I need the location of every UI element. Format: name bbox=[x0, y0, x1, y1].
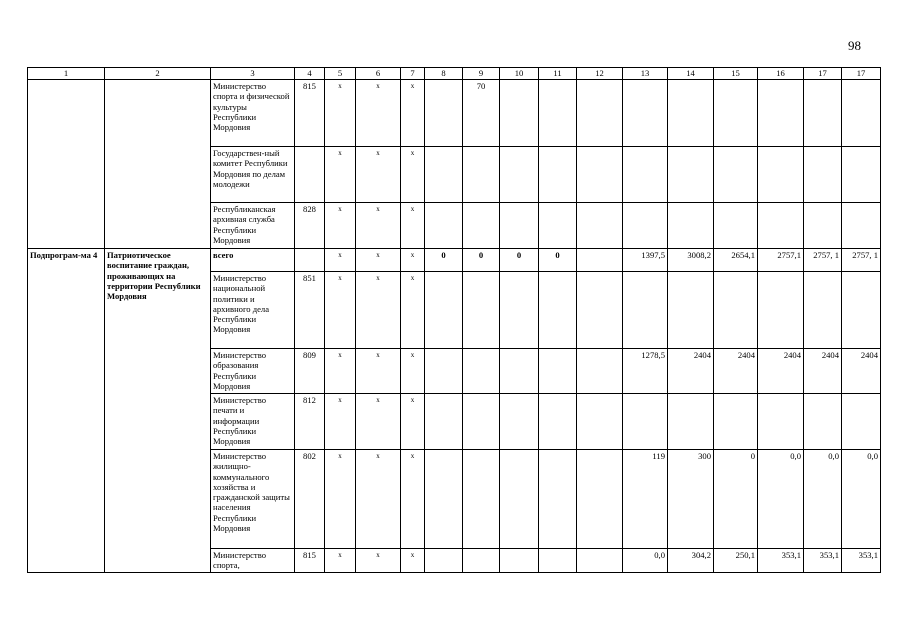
col-header: 6 bbox=[356, 68, 401, 80]
col-header: 16 bbox=[758, 68, 804, 80]
table-row-total bbox=[28, 249, 881, 272]
value-cell bbox=[623, 394, 668, 450]
org-cell: Министерство национальной политики и архивного дела Республики Мордовия bbox=[211, 272, 295, 349]
col-header: 14 bbox=[668, 68, 714, 80]
value-cell: 0 bbox=[500, 249, 539, 272]
x-cell: x bbox=[356, 80, 401, 147]
x-cell: x bbox=[401, 272, 425, 349]
header-row bbox=[28, 68, 881, 80]
value-cell bbox=[623, 272, 668, 349]
value-cell: 2757,1 bbox=[758, 249, 804, 272]
col-header: 13 bbox=[623, 68, 668, 80]
value-cell: 353,1 bbox=[758, 549, 804, 573]
value-cell: 0,0 bbox=[804, 450, 842, 549]
x-cell: x bbox=[325, 349, 356, 394]
org-cell: Министерство образования Республики Мордовия bbox=[211, 349, 295, 394]
value-cell: 2404 bbox=[804, 349, 842, 394]
x-cell: x bbox=[325, 394, 356, 450]
code-cell: 815 bbox=[295, 80, 325, 147]
col-header: 17 bbox=[842, 68, 881, 80]
value-cell bbox=[668, 272, 714, 349]
code-cell: 851 bbox=[295, 272, 325, 349]
org-cell: Министерство спорта, bbox=[211, 549, 295, 573]
value-cell: 0 bbox=[425, 249, 463, 272]
col-header: 2 bbox=[105, 68, 211, 80]
value-cell: 119 bbox=[623, 450, 668, 549]
x-cell: x bbox=[401, 549, 425, 573]
org-cell: всего bbox=[211, 249, 295, 272]
col-header: 4 bbox=[295, 68, 325, 80]
empty-cell bbox=[105, 80, 211, 249]
x-cell: x bbox=[325, 450, 356, 549]
value-cell: 0,0 bbox=[842, 450, 881, 549]
value-cell bbox=[714, 394, 758, 450]
value-cell: 2404 bbox=[668, 349, 714, 394]
value-cell: 2757, 1 bbox=[804, 249, 842, 272]
value-cell bbox=[758, 272, 804, 349]
value-cell: 0 bbox=[539, 249, 577, 272]
col-header: 3 bbox=[211, 68, 295, 80]
x-cell: x bbox=[356, 147, 401, 203]
value-cell: 304,2 bbox=[668, 549, 714, 573]
x-cell: x bbox=[325, 549, 356, 573]
code-cell: 815 bbox=[295, 549, 325, 573]
x-cell: x bbox=[356, 272, 401, 349]
col-header: 15 bbox=[714, 68, 758, 80]
value-cell: 0,0 bbox=[623, 549, 668, 573]
col-header: 10 bbox=[500, 68, 539, 80]
value-cell: 300 bbox=[668, 450, 714, 549]
value-cell: 2757, 1 bbox=[842, 249, 881, 272]
x-cell: x bbox=[401, 147, 425, 203]
x-cell: x bbox=[325, 203, 356, 249]
org-cell: Государствен-ный комитет Республики Мордовия по делам молодежи bbox=[211, 147, 295, 203]
x-cell: x bbox=[401, 394, 425, 450]
value-cell bbox=[758, 394, 804, 450]
org-cell: Министерство жилищно-коммунального хозяйства и гражданской защиты населения Республики Мордовия bbox=[211, 450, 295, 549]
empty-cell bbox=[28, 80, 105, 249]
x-cell: x bbox=[356, 203, 401, 249]
value-cell bbox=[842, 394, 881, 450]
value-cell bbox=[714, 272, 758, 349]
value-cell: 2404 bbox=[842, 349, 881, 394]
budget-table bbox=[27, 67, 881, 573]
x-cell: x bbox=[356, 450, 401, 549]
org-cell: Министерство спорта и физической культуры Республики Мордовия bbox=[211, 80, 295, 147]
x-cell: x bbox=[325, 272, 356, 349]
x-cell: x bbox=[356, 349, 401, 394]
x-cell: x bbox=[401, 80, 425, 147]
x-cell: x bbox=[401, 450, 425, 549]
value-cell: 2654,1 bbox=[714, 249, 758, 272]
x-cell: x bbox=[401, 203, 425, 249]
value-cell: 3008,2 bbox=[668, 249, 714, 272]
value-cell: 70 bbox=[463, 80, 500, 147]
value-cell: 353,1 bbox=[842, 549, 881, 573]
value-cell: 0,0 bbox=[758, 450, 804, 549]
value-cell: 0 bbox=[463, 249, 500, 272]
value-cell: 353,1 bbox=[804, 549, 842, 573]
col-header: 17 bbox=[804, 68, 842, 80]
code-cell: 828 bbox=[295, 203, 325, 249]
x-cell: x bbox=[325, 80, 356, 147]
col-header: 7 bbox=[401, 68, 425, 80]
x-cell: x bbox=[356, 549, 401, 573]
x-cell: x bbox=[356, 249, 401, 272]
col-header: 11 bbox=[539, 68, 577, 80]
code-cell bbox=[295, 147, 325, 203]
page-number: 98 bbox=[848, 38, 861, 53]
value-cell: 1278,5 bbox=[623, 349, 668, 394]
col-header: 8 bbox=[425, 68, 463, 80]
value-cell bbox=[668, 394, 714, 450]
subprogram-label: Подпрограм-ма 4 bbox=[28, 249, 105, 573]
x-cell: x bbox=[325, 249, 356, 272]
code-cell: 802 bbox=[295, 450, 325, 549]
code-cell: 812 bbox=[295, 394, 325, 450]
col-header: 5 bbox=[325, 68, 356, 80]
value-cell bbox=[842, 272, 881, 349]
org-cell: Министерство печати и информации Республики Мордовия bbox=[211, 394, 295, 450]
org-cell: Республиканская архивная служба Республики Мордовия bbox=[211, 203, 295, 249]
value-cell: 2404 bbox=[714, 349, 758, 394]
col-header: 9 bbox=[463, 68, 500, 80]
value-cell: 1397,5 bbox=[623, 249, 668, 272]
code-cell: 809 bbox=[295, 349, 325, 394]
subprogram-name: Патриотическое воспитание граждан, проживающих на территории Республики Мордовия bbox=[105, 249, 211, 573]
value-cell: 2404 bbox=[758, 349, 804, 394]
x-cell: x bbox=[401, 349, 425, 394]
table-row bbox=[28, 80, 881, 147]
value-cell bbox=[804, 394, 842, 450]
col-header: 1 bbox=[28, 68, 105, 80]
value-cell: 250,1 bbox=[714, 549, 758, 573]
x-cell: x bbox=[325, 147, 356, 203]
value-cell: 0 bbox=[714, 450, 758, 549]
value-cell bbox=[804, 272, 842, 349]
col-header: 12 bbox=[577, 68, 623, 80]
x-cell: x bbox=[356, 394, 401, 450]
x-cell: x bbox=[401, 249, 425, 272]
